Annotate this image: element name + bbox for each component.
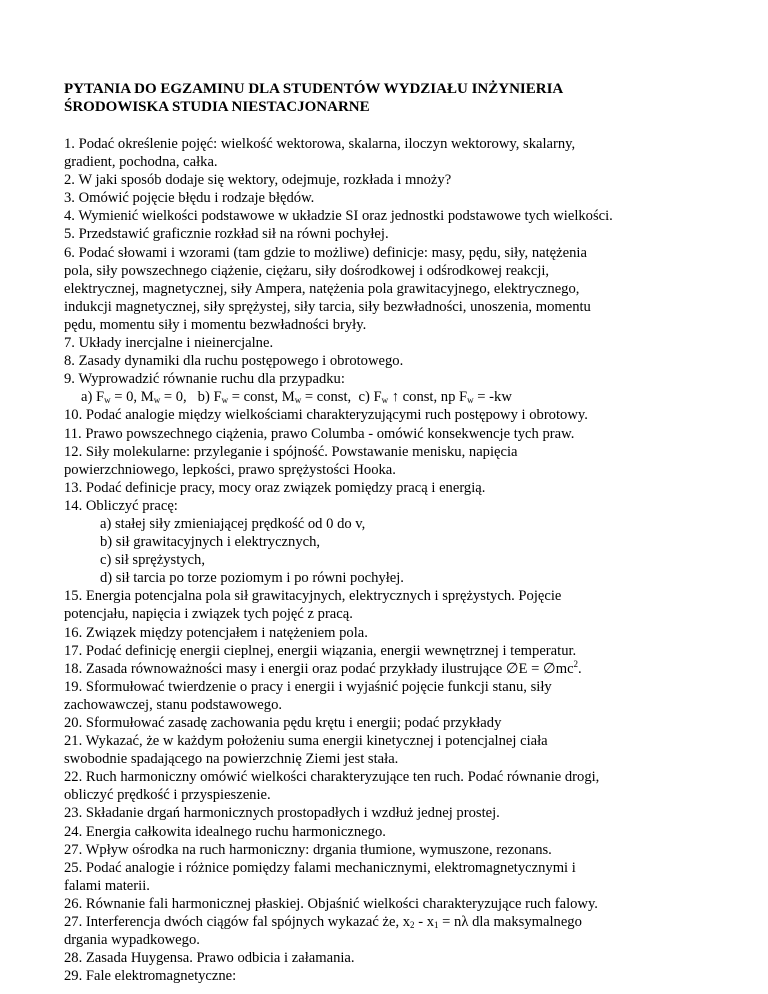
question-19: 19. Sformułować twierdzenie o pracy i energii i wyjaśnić pojęcie funkcji stanu, siły zachowawczej, stanu podstawowego. [64,678,552,713]
question-14-item: c) sił sprężystych, [100,552,205,569]
document-title [64,80,712,116]
question-26: 26. Równanie fali harmonicznej płaskiej. Objaśnić wielkości charakteryzujące ruch falowy. [64,895,598,912]
question-4: 4. Wymienić wielkości podstawowe w układzie SI oraz jednostki podstawowe tych wielkości. [64,208,613,225]
question-list [64,135,712,985]
question-9: 9. Wyprowadzić równanie ruchu dla przypadku: [64,371,345,388]
question-15: 15. Energia potencjalna pola sił grawitacyjnych, elektrycznych i sprężystych. Pojęcie potencjału, napięcia i związek tych pojęć z pracą. [64,588,562,623]
question-20: 20. Sformułować zasadę zachowania pędu krętu i energii; podać przykłady [64,715,502,731]
question-18: 18. Zasada równoważności masy i energii oraz podać przykłady ilustrujące ∅E = $\emptyset mc^2$. [64,658,582,677]
question-11: 11. Prawo powszechnego ciążenia, prawo Columba - omówić konsekwencje tych praw. [64,425,575,442]
title-line: PYTANIA DO EGZAMINU DLA STUDENTÓW WYDZIAŁU INŻYNIERIA [64,81,564,97]
question-1: 1. Podać określenie pojęć: wielkość wektorowa, skalarna, iloczyn wektorowy, skalarny, gradient, pochodna, całka. [64,136,576,171]
question-28: 28. Zasada Huygensa. Prawo odbicia i załamania. [64,950,355,967]
title-line: ŚRODOWISKA STUDIA NIESTACJONARNE [64,99,370,115]
question-21: 21. Wykazać, że w każdym położeniu suma energii kinetycznej i potencjalnej ciała swobodnie spadającego na powierzchnię Ziemi jest stała. [64,733,548,768]
question-16: 16. Związek między potencjałem i natężeniem pola. [64,624,368,641]
question-25: 25. Podać analogie i różnice pomiędzy falami mechanicznymi, elektromagnetycznymi i falami materii. [64,859,576,894]
question-6: 6. Podać słowami i wzorami (tam gdzie to możliwe) definicje: masy, pędu, siły, natężenia pola, siły powszechnego ciążenie, ciężaru, siły dośrodkowej i odśrodkowej reakcji, elektrycznej, magnetycznej, siły Ampera, natężenia pola grawitacyjnego, elektrycznego, indukcji magnetycznej, siły sprężystej, siły tarcia, siły bezwładności, unoszenia, momentu pędu, momentu siły i momentu bezwładności bryły. [64,244,591,333]
question-23: 23. Składanie drgań harmonicznych prostopadłych i wzdłuż jednej prostej. [64,805,500,822]
question-14: 14. Obliczyć pracę: [64,497,178,514]
question-2: 2. W jaki sposób dodaje się wektory, odejmuje, rozkłada i mnoży? [64,172,452,189]
question-9-cases: a) $F_w = 0$, $M_w = 0$, b) $F_w$ = const, $M_w$ = const, c) $F_w$ ↑ const, np $F_w = -kw$ [81,389,512,406]
question-27a: 27. Wpływ ośrodka na ruch harmoniczny: drgania tłumione, wymuszone, rezonans. [64,841,552,858]
question-13: 13. Podać definicje pracy, mocy oraz związek pomiędzy pracą i energią. [64,479,486,496]
question-14-item: d) sił tarcia po torze poziomym i po równi pochyłej. [100,570,404,587]
question-7: 7. Układy inercjalne i nieinercjalne. [64,335,274,352]
question-8: 8. Zasady dynamiki dla ruchu postępowego i obrotowego. [64,353,404,370]
question-12: 12. Siły molekularne: przyleganie i spójność. Powstawanie menisku, napięcia powierzchniowego, lepkości, prawo sprężystości Hooka. [64,443,518,478]
question-17: 17. Podać definicję energii cieplnej, energii wiązania, energii wewnętrznej i temperatur. [64,642,577,659]
question-22: 22. Ruch harmoniczny omówić wielkości charakteryzujące ten ruch. Podać równanie drogi, obliczyć prędkość i przyspieszenie. [64,769,600,804]
question-5: 5. Przedstawić graficznie rozkład sił na równi pochyłej. [64,226,389,243]
question-14-item: b) sił grawitacyjnych i elektrycznych, [100,534,321,551]
question-3: 3. Omówić pojęcie błędu i rodzaje błędów. [64,190,315,207]
question-14-item: a) stałej siły zmieniającej prędkość od 0 do v, [100,515,366,532]
question-27b: 27. Interferencja dwóch ciągów fal spójnych wykazać że, $x_2 - x_1 = n\lambda$ dla maksymalnego drgania wypadkowego. [64,914,582,949]
question-29: 29. Fale elektromagnetyczne: [64,968,237,985]
question-24: 24. Energia całkowita idealnego ruchu harmonicznego. [64,823,386,840]
question-10: 10. Podać analogie między wielkościami charakteryzującymi ruch postępowy i obrotowy. [64,407,588,424]
